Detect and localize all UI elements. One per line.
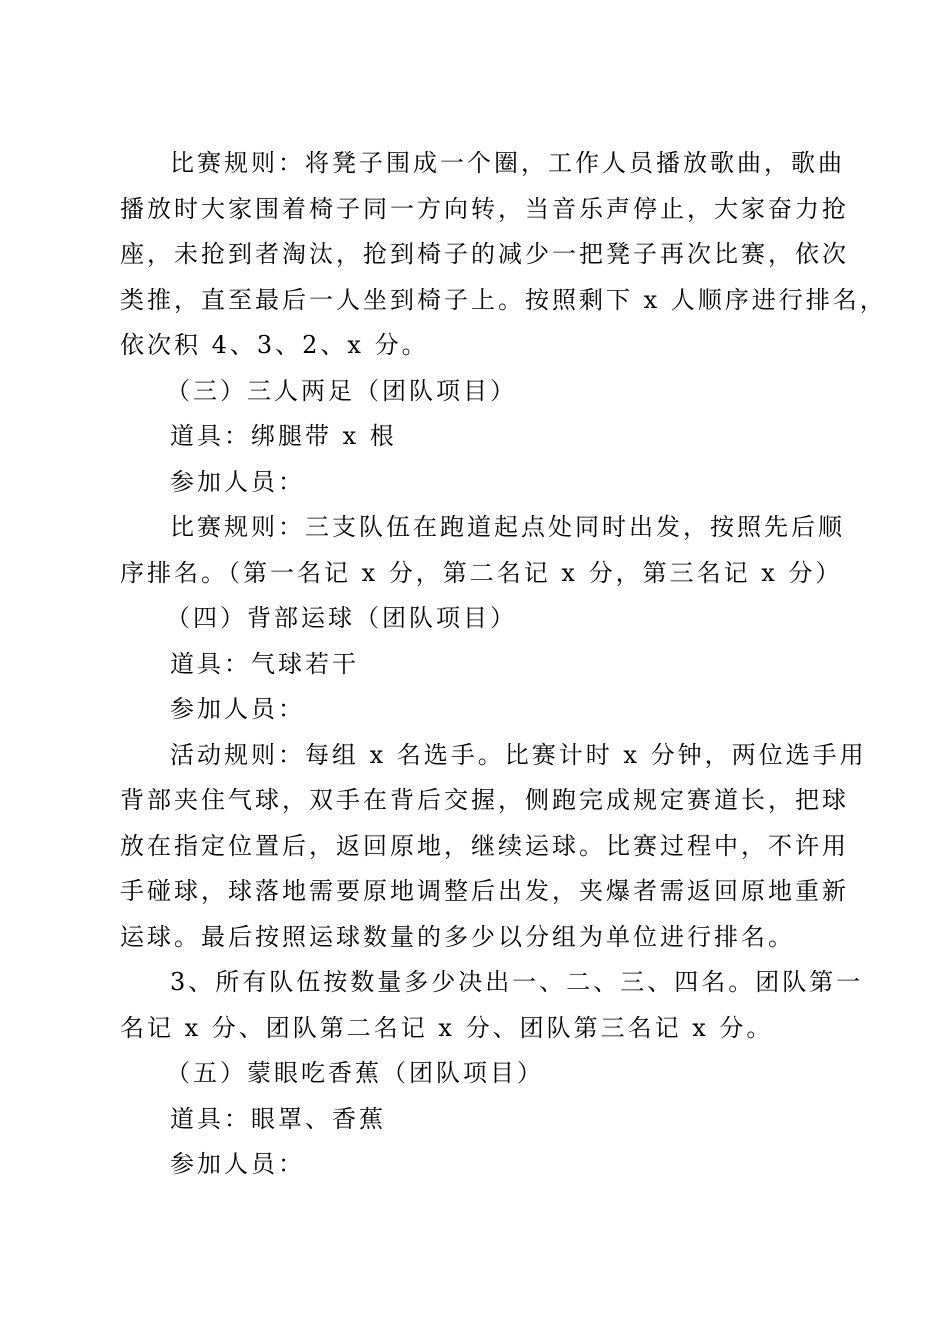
section-heading-5: （五）蒙眼吃香蕉（团队项目） xyxy=(166,1059,544,1087)
paragraph-rules-1-line-5: 依次积 4、3、2、x 分。 xyxy=(120,331,429,359)
paragraph-rules-4-line-4: 手碰球，球落地需要原地调整后出发，夹爆者需返回原地重新 xyxy=(120,877,849,905)
props-line-3: 道具：绑腿带 x 根 xyxy=(170,422,397,450)
paragraph-rules-3-line-1: 比赛规则：三支队伍在跑道起点处同时出发，按照先后顺 xyxy=(170,513,845,541)
participants-line-4: 参加人员： xyxy=(170,695,305,723)
paragraph-rules-1-line-1: 比赛规则：将凳子围成一个圈，工作人员播放歌曲，歌曲 xyxy=(170,149,845,177)
paragraph-ranking-line-1: 3、所有队伍按数量多少决出一、二、三、四名。团队第一 xyxy=(170,968,864,996)
paragraph-rules-1-line-2: 播放时大家围着椅子同一方向转，当音乐声停止，大家奋力抢 xyxy=(120,194,849,223)
section-heading-3: （三）三人两足（团队项目） xyxy=(166,376,517,405)
paragraph-rules-1-line-3: 座，未抢到者淘汰，抢到椅子的减少一把凳子再次比赛，依次 xyxy=(120,240,849,268)
document-body xyxy=(120,141,887,1188)
paragraph-rules-4-line-1: 活动规则：每组 x 名选手。比赛计时 x 分钟，两位选手用 xyxy=(170,740,867,769)
paragraph-ranking-line-2: 名记 x 分、团队第二名记 x 分、团队第三名记 x 分。 xyxy=(120,1013,774,1042)
paragraph-rules-4-line-3: 放在指定位置后，返回原地，继续运球。比赛过程中，不许用 xyxy=(120,831,849,860)
paragraph-rules-3-line-2: 序排名。（第一名记 x 分，第二名记 x 分，第三名记 x 分） xyxy=(120,558,843,587)
paragraph-rules-1-line-4: 类推，直至最后一人坐到椅子上。按照剩下 x 人顺序进行排名， xyxy=(120,285,887,314)
props-line-4: 道具：气球若干 xyxy=(170,649,359,678)
section-heading-4: （四）背部运球（团队项目） xyxy=(166,604,517,632)
paragraph-rules-4-line-5: 运球。最后按照运球数量的多少以分组为单位进行排名。 xyxy=(120,922,795,951)
participants-line-3: 参加人员： xyxy=(170,467,305,496)
participants-line-5: 参加人员： xyxy=(170,1150,305,1178)
props-line-5: 道具：眼罩、香蕉 xyxy=(170,1104,386,1133)
paragraph-rules-4-line-2: 背部夹住气球，双手在背后交握，侧跑完成规定赛道长，把球 xyxy=(120,786,849,814)
